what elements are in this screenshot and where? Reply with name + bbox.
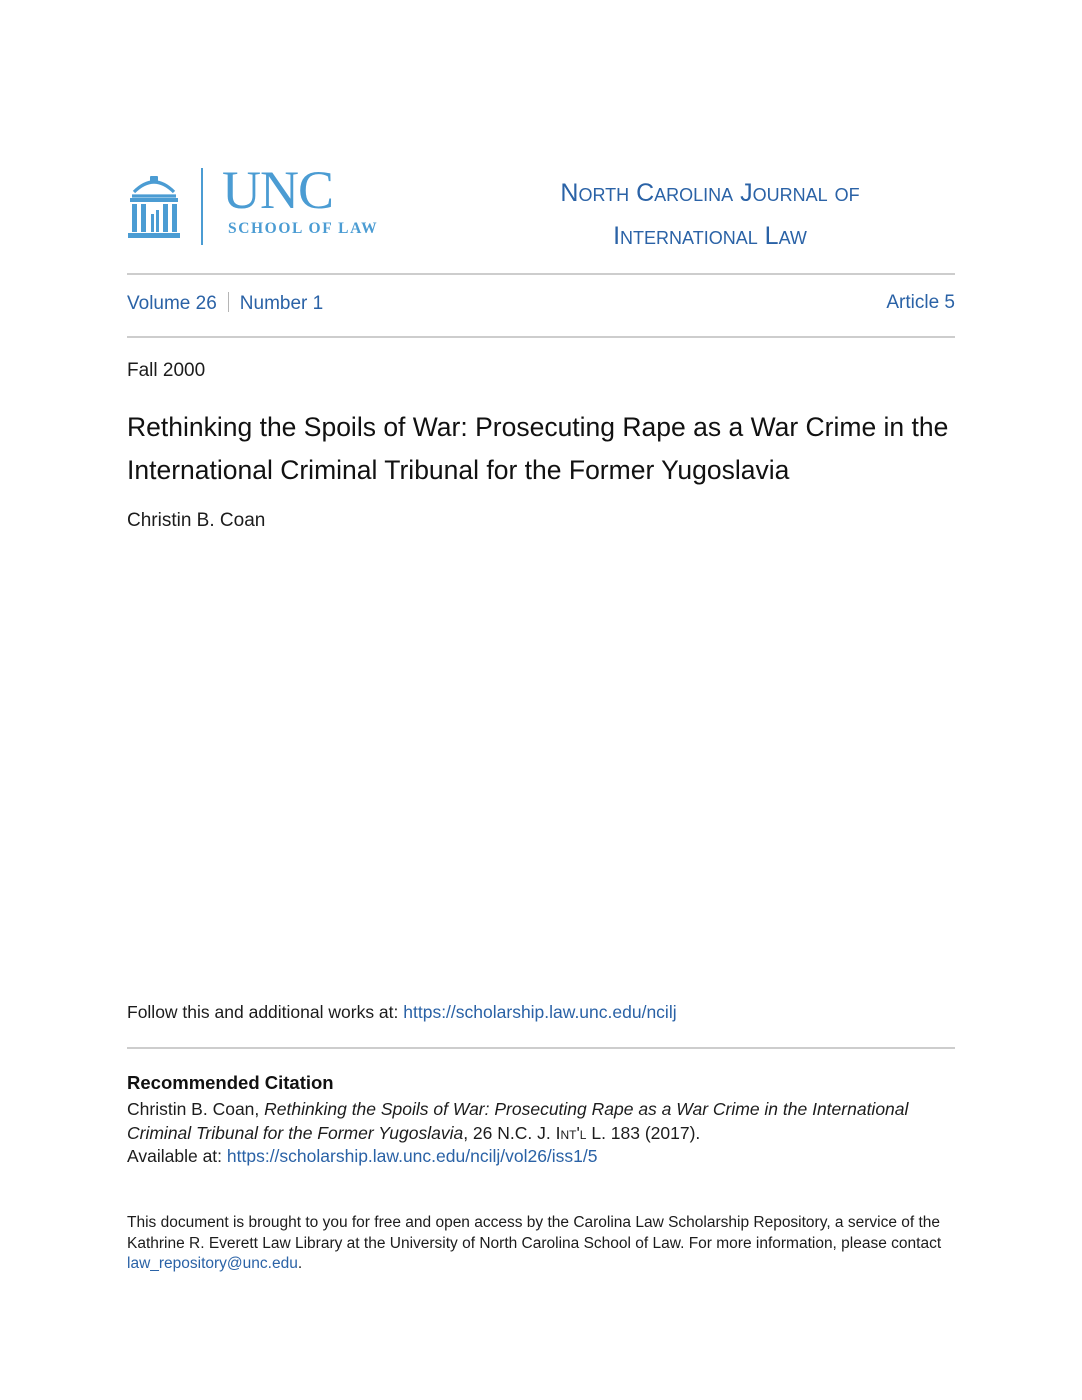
journal-title-line2[interactable]: International Law [613,222,807,250]
citation-source-start: , 26 N.C. J. [463,1122,556,1143]
publication-date: Fall 2000 [127,360,206,381]
citation-source-end: L. 183 (2017). [586,1122,701,1143]
issue-bar [127,292,955,320]
article-title: Rethinking the Spoils of War: Prosecuting Rape as a War Crime in the International Criminal Tribunal for the Former Yugoslavia [127,412,949,485]
citation-title: Rethinking the Spoils of War: Prosecuting Rape as a War Crime in the International Criminal Tribunal for the Former Yugoslavia [127,1099,909,1143]
follow-divider [127,1047,955,1049]
number-link[interactable]: Number 1 [239,293,324,314]
issue-divider [127,336,955,338]
repository-email-link[interactable]: law_repository@unc.edu [127,1255,298,1272]
citation-heading: Recommended Citation [127,1072,334,1093]
recommended-citation [127,1098,957,1169]
article-author: Christin B. Coan [127,510,266,531]
unc-school-of-law-logo [126,160,406,248]
article-link[interactable]: Article 5 [886,292,955,313]
access-notice-end: . [297,1255,303,1272]
journal-title-line1[interactable]: North Carolina Journal of [560,179,860,207]
logo-divider [201,168,203,245]
citation-author: Christin B. Coan, [127,1099,265,1119]
logo-wordmark: UNC [222,160,334,220]
available-prefix: Available at: [127,1146,227,1166]
header-divider [127,273,955,275]
issue-separator [228,292,229,312]
follow-line [127,1002,677,1023]
follow-prefix: Follow this and additional works at: [127,1002,404,1022]
article-url-link[interactable]: https://scholarship.law.unc.edu/ncilj/vol26/iss1/5 [226,1146,598,1166]
old-well-icon [126,170,182,242]
journal-title[interactable] [470,172,950,258]
access-notice-text: This document is brought to you for free and open access by the Carolina Law Scholarship Repository, a service of the Kathrine R. Everett Law Library at the University of North Carolina School of Law. For more information, please contact [127,1214,942,1252]
collection-link[interactable]: https://scholarship.law.unc.edu/ncilj [403,1002,677,1022]
logo-subtitle: SCHOOL OF LAW [228,220,379,237]
citation-source-smallcaps: Int'l [555,1122,587,1143]
access-notice [127,1213,957,1275]
volume-link[interactable]: Volume 26 [127,293,217,314]
